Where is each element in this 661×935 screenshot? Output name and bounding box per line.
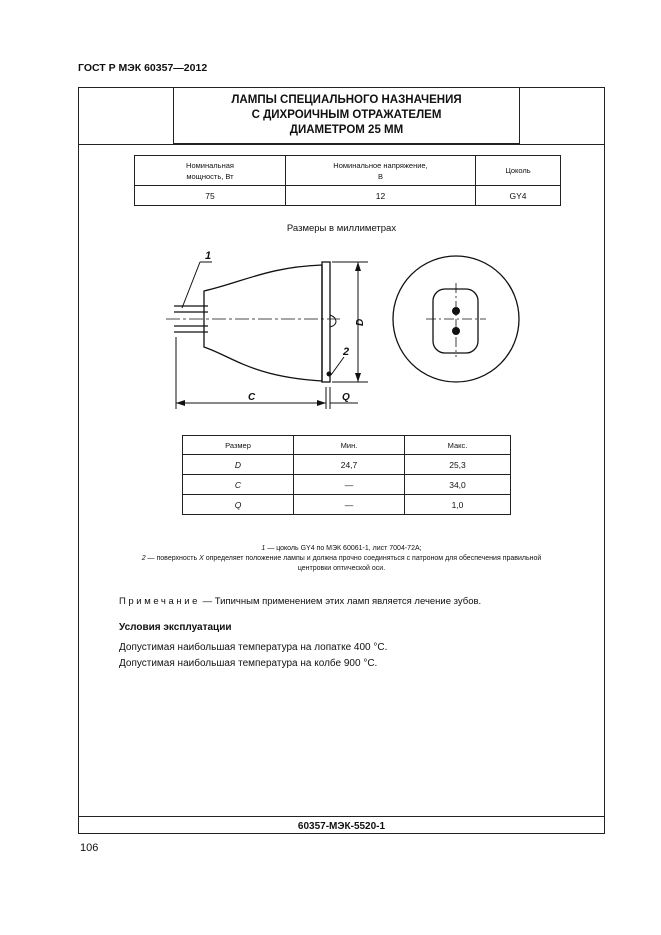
leader-2 bbox=[331, 357, 344, 375]
primechanie-label: Примечание bbox=[119, 596, 200, 607]
cell-size: C bbox=[183, 475, 294, 495]
label-1: 1 bbox=[205, 250, 212, 262]
header-max: Макс. bbox=[405, 436, 511, 455]
footer-divider bbox=[79, 816, 604, 817]
label-C: C bbox=[248, 392, 256, 403]
table-header-row bbox=[183, 436, 511, 455]
label-D: D bbox=[355, 318, 366, 326]
conditions-line-2: Допустимая наибольшая температура на колбе 900 °С. bbox=[119, 658, 378, 669]
note-2-number: 2 bbox=[141, 555, 146, 562]
table-row bbox=[183, 455, 511, 475]
note-2-symbol: X bbox=[199, 555, 204, 562]
cell-voltage: 12 bbox=[286, 186, 476, 206]
sheet-title: ЛАМПЫ СПЕЦИАЛЬНОГО НАЗНАЧЕНИЯ С ДИХРОИЧНЫМ ОТРАЖАТЕЛЕМ ДИАМЕТРОМ 25 ММ bbox=[231, 94, 462, 136]
header-power: Номинальная мощность, Вт bbox=[135, 156, 286, 186]
cell-max: 1,0 bbox=[405, 495, 511, 515]
header-size: Размер bbox=[183, 436, 294, 455]
table-row bbox=[183, 495, 511, 515]
cell-cap: GY4 bbox=[476, 186, 561, 206]
conditions-line-1: Допустимая наибольшая температура на лопатке 400 °С. bbox=[119, 642, 388, 653]
conditions-heading: Условия эксплуатации bbox=[119, 622, 232, 633]
page-number: 106 bbox=[80, 842, 99, 854]
header-cap: Цоколь bbox=[476, 156, 561, 186]
lamp-side-view bbox=[166, 262, 340, 382]
cell-size: D bbox=[183, 455, 294, 475]
figure-notes bbox=[79, 544, 604, 574]
note-1 bbox=[79, 544, 604, 554]
cell-min: — bbox=[294, 475, 405, 495]
label-Q: Q bbox=[342, 392, 350, 403]
document-code: ГОСТ Р МЭК 60357—2012 bbox=[78, 62, 208, 74]
lamp-drawing bbox=[78, 87, 605, 427]
note-2-cont: центровки оптической оси. bbox=[297, 565, 386, 572]
sheet-code: 60357-МЭК-5520-1 bbox=[297, 821, 386, 832]
dimensions-table bbox=[182, 435, 511, 515]
note-1-number: 1 bbox=[261, 545, 266, 552]
header-voltage: Номинальное напряжение, В bbox=[286, 156, 476, 186]
lamp-front-view bbox=[393, 256, 519, 382]
label-2: 2 bbox=[343, 346, 350, 358]
note-2 bbox=[79, 554, 604, 564]
primechanie bbox=[119, 596, 481, 607]
cell-max: 25,3 bbox=[405, 455, 511, 475]
cell-min: 24,7 bbox=[294, 455, 405, 475]
cell-size: Q bbox=[183, 495, 294, 515]
cell-min: — bbox=[294, 495, 405, 515]
cell-power: 75 bbox=[135, 186, 286, 206]
table-row bbox=[183, 475, 511, 495]
note-2-text-a: — поверхность bbox=[145, 555, 200, 562]
note-1-text: — цоколь GY4 по МЭК 60061-1, лист 7004-72А; bbox=[265, 545, 422, 552]
cell-max: 34,0 bbox=[405, 475, 511, 495]
dimensions-caption: Размеры в миллиметрах bbox=[286, 223, 397, 234]
primechanie-text: — Типичным применением этих ламп является лечение зубов. bbox=[200, 596, 482, 607]
header-min: Мин. bbox=[294, 436, 405, 455]
note-2-text-b: определяет положение лампы и должна прочно соединяться с патроном для обеспечения правильной bbox=[203, 555, 542, 562]
leader-1 bbox=[182, 262, 200, 308]
